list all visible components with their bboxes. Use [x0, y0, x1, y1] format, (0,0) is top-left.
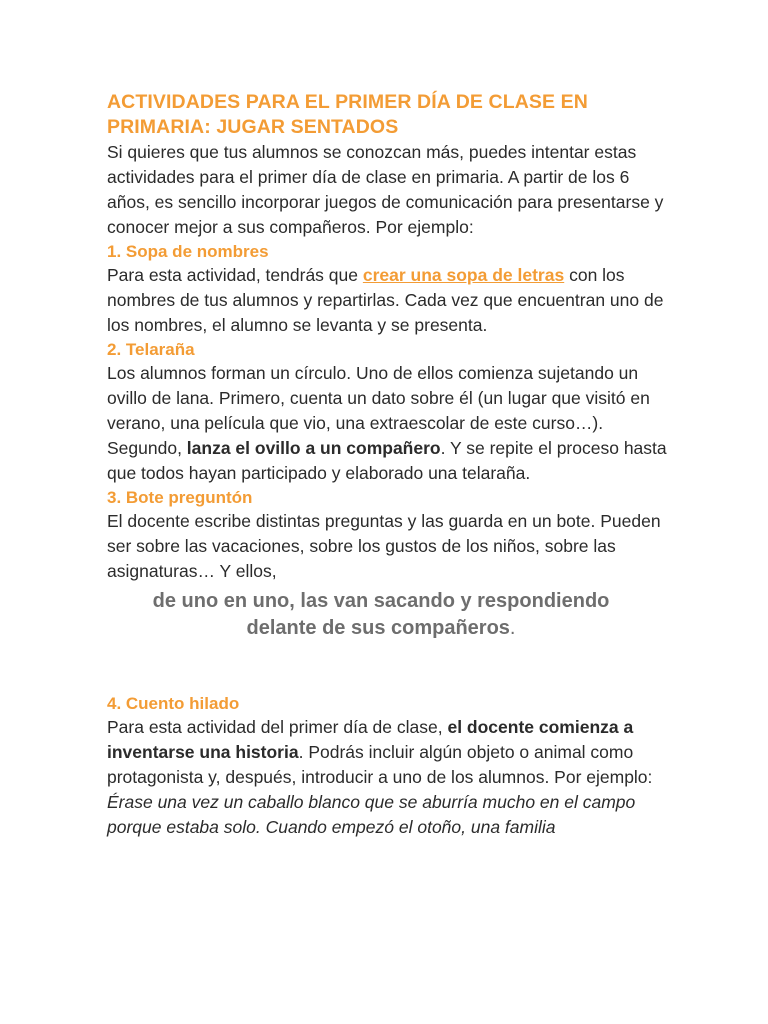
highlight-quote — [101, 588, 661, 642]
section-text-telarana — [107, 361, 667, 486]
section-heading-telarana: 2. Telaraña — [107, 340, 195, 359]
section-text-bote: El docente escribe distintas preguntas y las guarda en un bote. Pueden ser sobre las vacaciones, sobre los gustos de los niños, sobre las asignaturas… Y ellos, — [107, 511, 661, 581]
spacer — [107, 642, 667, 692]
text-fragment: Los alumnos forman un círculo. Uno de ellos comienza sujetando un ovillo de lana. Primero, cuenta un dato sobre él (un lugar que visitó en verano, una película que vio, una extraescolar de este curso…). Segundo, — [107, 363, 650, 458]
document-page — [107, 90, 667, 840]
section-text-cuento — [107, 715, 667, 790]
section-text-sopa — [107, 263, 667, 338]
bold-phrase: el docente comienza a inventarse una historia — [107, 717, 634, 762]
text-fragment: Para esta actividad, tendrás que — [107, 265, 363, 285]
intro-paragraph: Si quieres que tus alumnos se conozcan más, puedes intentar estas actividades para el primer día de clase en primaria. A partir de los 6 años, es sencillo incorporar juegos de comunicación para presentarse y conocer mejor a sus compañeros. Por ejemplo: — [107, 142, 664, 237]
text-fragment: . Y se repite el proceso hasta que todos hayan participado y elaborado una telaraña. — [107, 438, 667, 483]
quote-period: . — [509, 617, 516, 639]
section-heading-cuento: 4. Cuento hilado — [107, 694, 240, 713]
page-title: ACTIVIDADES PARA EL PRIMER DÍA DE CLASE EN PRIMARIA: JUGAR SENTADOS — [107, 91, 588, 138]
section-heading-bote: 3. Bote preguntón — [107, 488, 253, 507]
text-fragment: Para esta actividad del primer día de clase, — [107, 717, 448, 737]
quote-line-2: delante de sus compañeros — [246, 617, 510, 639]
text-fragment: con los nombres de tus alumnos y repartirlas. Cada vez que encuentran uno de los nombres, el alumno se levanta y se presenta. — [107, 265, 664, 335]
story-example: Érase una vez un caballo blanco que se aburría mucho en el campo porque estaba solo. Cuando empezó el otoño, una familia — [107, 792, 636, 837]
text-fragment: . Podrás incluir algún objeto o animal como protagonista y, después, introducir a uno de los alumnos. Por ejemplo: — [107, 742, 653, 787]
sopa-de-letras-link[interactable]: crear una sopa de letras — [362, 265, 565, 285]
quote-line-1: de uno en uno, las van sacando y respondiendo — [152, 590, 610, 612]
section-heading-sopa: 1. Sopa de nombres — [107, 242, 269, 261]
bold-phrase: lanza el ovillo a un compañero — [186, 438, 441, 458]
